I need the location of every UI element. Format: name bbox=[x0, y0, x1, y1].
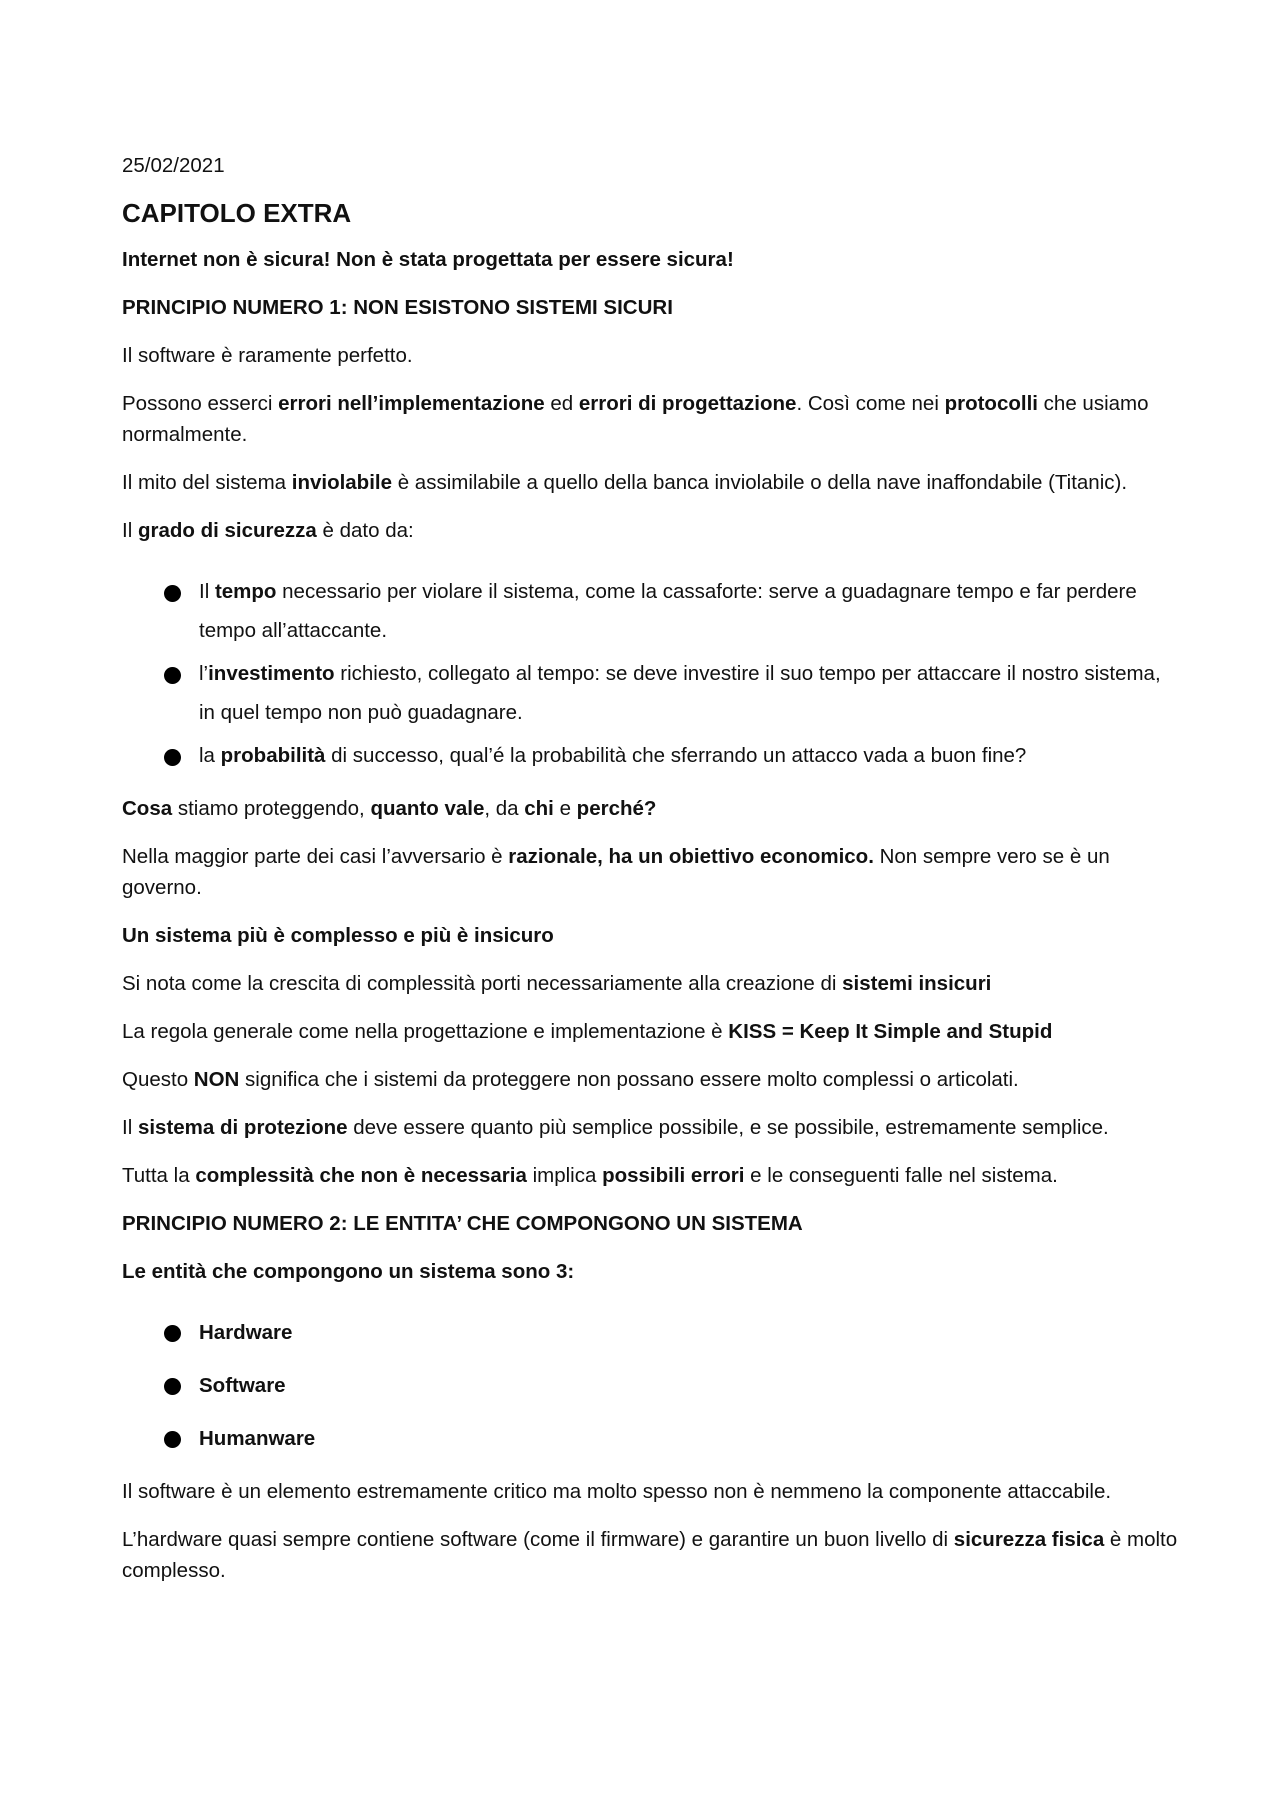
paragraph-hardware-firmware: L’hardware quasi sempre contiene software (come il firmware) e garantire un buon livello di sicurezza fisica è molto complesso. bbox=[122, 1528, 1178, 1582]
entities-list bbox=[122, 1317, 1182, 1454]
chapter-title: CAPITOLO EXTRA bbox=[122, 198, 352, 228]
list-item: Software bbox=[122, 1370, 1182, 1401]
paragraph-software-perfect: Il software è raramente perfetto. bbox=[122, 344, 413, 367]
paragraph-errors: Possono esserci errori nell’implementazione ed errori di progettazione. Così come nei protocolli che usiamo normalmente. bbox=[122, 392, 1149, 446]
paragraph-complexity-growth: Si nota come la crescita di complessità porti necessariamente alla creazione di sistemi insicuri bbox=[122, 972, 992, 995]
paragraph-protection-system: Il sistema di protezione deve essere quanto più semplice possibile, e se possibile, estremamente semplice. bbox=[122, 1116, 1109, 1139]
intro-statement: Internet non è sicura! Non è stata progettata per essere sicura! bbox=[122, 248, 734, 271]
list-item: l’investimento richiesto, collegato al tempo: se deve investire il suo tempo per attaccare il nostro sistema, in quel tempo non può guadagnare. bbox=[122, 654, 1182, 732]
list-item: Humanware bbox=[122, 1423, 1182, 1454]
paragraph-security-degree: Il grado di sicurezza è dato da: bbox=[122, 519, 414, 542]
paragraph-kiss-rule: La regola generale come nella progettazione e implementazione è KISS = Keep It Simple and Stupid bbox=[122, 1020, 1053, 1043]
document-date: 25/02/2021 bbox=[122, 154, 225, 177]
security-factors-list bbox=[122, 572, 1182, 775]
bullet-icon bbox=[164, 585, 181, 602]
paragraph-adversary: Nella maggior parte dei casi l’avversario è razionale, ha un obiettivo economico. Non sempre vero se è un governo. bbox=[122, 845, 1110, 899]
document-body bbox=[122, 150, 1182, 1603]
principle-1-heading: PRINCIPIO NUMERO 1: NON ESISTONO SISTEMI SICURI bbox=[122, 296, 673, 319]
paragraph-software-critical: Il software è un elemento estremamente critico ma molto spesso non è nemmeno la componente attaccabile. bbox=[122, 1480, 1112, 1503]
complexity-heading: Un sistema più è complesso e più è insicuro bbox=[122, 924, 554, 947]
paragraph-inviolable-myth: Il mito del sistema inviolabile è assimilabile a quello della banca inviolabile o della nave inaffondabile (Titanic). bbox=[122, 471, 1128, 494]
list-item: Il tempo necessario per violare il sistema, come la cassaforte: serve a guadagnare tempo e far perdere tempo all’attaccante. bbox=[122, 572, 1182, 650]
bullet-icon bbox=[164, 1378, 181, 1395]
paragraph-what-protecting: Cosa stiamo proteggendo, quanto vale, da chi e perché? bbox=[122, 797, 657, 820]
bullet-icon bbox=[164, 1431, 181, 1448]
bullet-icon bbox=[164, 749, 181, 766]
principle-2-heading: PRINCIPIO NUMERO 2: LE ENTITA’ CHE COMPONGONO UN SISTEMA bbox=[122, 1212, 803, 1235]
bullet-icon bbox=[164, 667, 181, 684]
entities-intro: Le entità che compongono un sistema sono 3: bbox=[122, 1260, 575, 1283]
list-item: la probabilità di successo, qual’é la probabilità che sferrando un attacco vada a buon fine? bbox=[122, 736, 1182, 775]
paragraph-not-mean: Questo NON significa che i sistemi da proteggere non possano essere molto complessi o articolati. bbox=[122, 1068, 1019, 1091]
bullet-icon bbox=[164, 1325, 181, 1342]
paragraph-unnecessary-complexity: Tutta la complessità che non è necessaria implica possibili errori e le conseguenti falle nel sistema. bbox=[122, 1164, 1058, 1187]
list-item: Hardware bbox=[122, 1317, 1182, 1348]
